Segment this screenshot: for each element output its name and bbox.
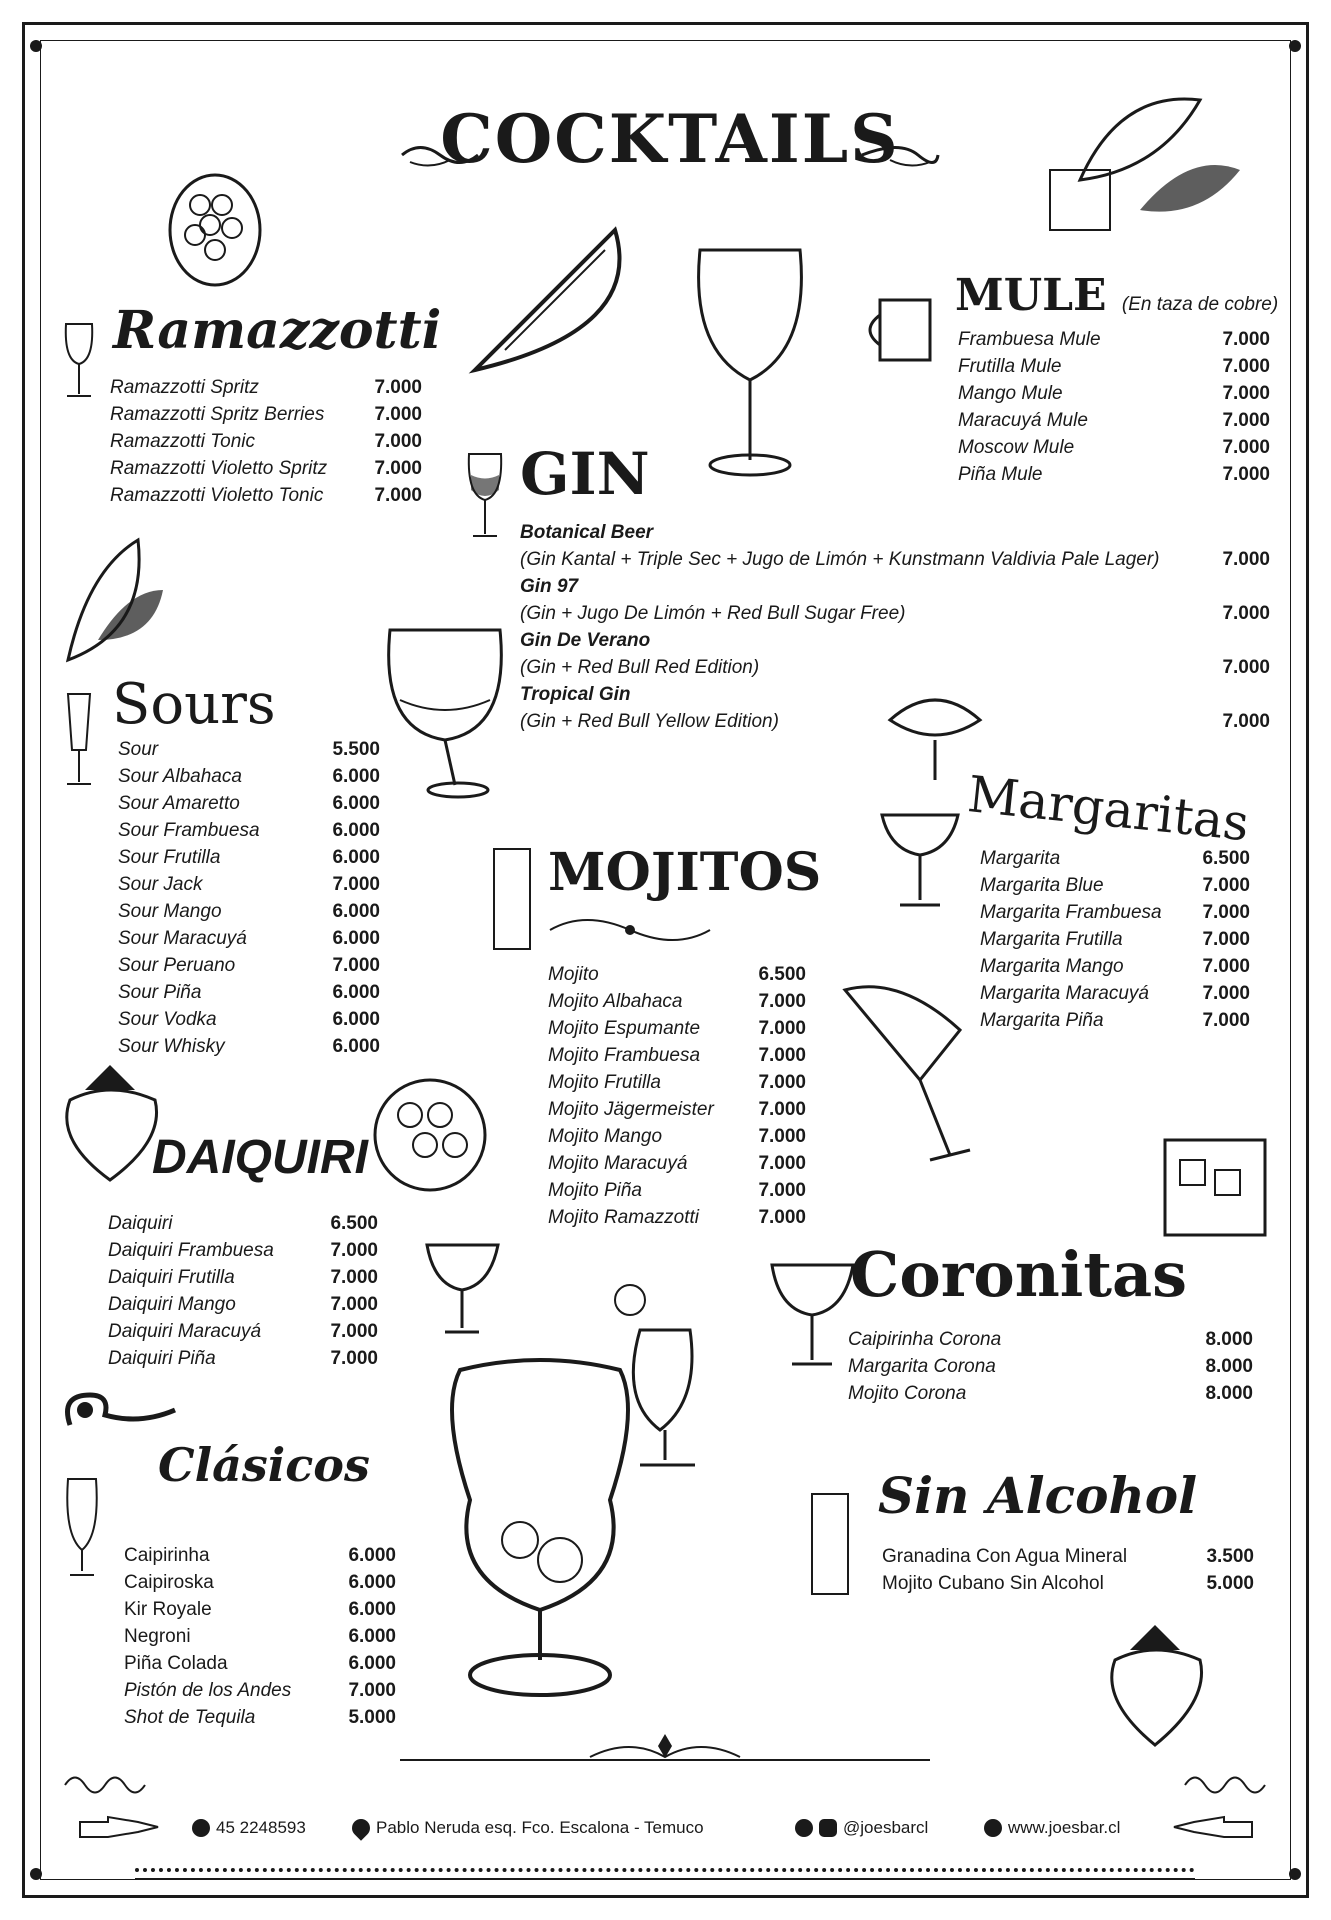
item-price: 7.000 xyxy=(1202,902,1250,923)
list-item xyxy=(110,374,422,401)
mojitos-list xyxy=(548,961,806,1231)
balloon-glass-icon xyxy=(380,620,510,800)
corner-dot xyxy=(1289,40,1301,52)
item-price: 7.000 xyxy=(332,874,380,895)
footer-flourish-left-icon xyxy=(60,1770,150,1800)
list-item xyxy=(118,898,380,925)
item-price: 5.500 xyxy=(332,739,380,760)
item-name: Margarita Maracuyá xyxy=(980,983,1149,1004)
martini-glass-icon xyxy=(840,970,980,1180)
item-name: Frutilla Mule xyxy=(958,356,1062,377)
list-item xyxy=(108,1264,378,1291)
list-item xyxy=(118,925,380,952)
item-price: 7.000 xyxy=(1222,657,1270,678)
list-item xyxy=(108,1237,378,1264)
clasicos-list xyxy=(124,1542,396,1731)
item-name: Sour Whisky xyxy=(118,1036,225,1057)
old-fashioned-glass-icon xyxy=(1160,1110,1270,1240)
list-item xyxy=(110,455,422,482)
list-item xyxy=(108,1318,378,1345)
facebook-icon xyxy=(795,1819,813,1837)
item-price: 7.000 xyxy=(1202,983,1250,1004)
list-item xyxy=(110,428,422,455)
mule-subtitle: (En taza de cobre) xyxy=(1121,294,1279,315)
corner-dot xyxy=(1289,1868,1301,1880)
gin-item-name: Tropical Gin xyxy=(520,684,631,705)
list-item xyxy=(548,1150,806,1177)
mule-list xyxy=(958,326,1270,488)
list-item xyxy=(124,1596,396,1623)
footer-social[interactable] xyxy=(795,1818,928,1838)
item-name: Mojito Frutilla xyxy=(548,1072,661,1093)
address-text: Pablo Neruda esq. Fco. Escalona - Temuco xyxy=(376,1818,704,1837)
lime-slice-icon xyxy=(465,220,635,380)
item-price: 7.000 xyxy=(758,1018,806,1039)
list-item xyxy=(108,1345,378,1372)
sours-list xyxy=(118,736,380,1060)
item-name: Margarita xyxy=(980,848,1061,869)
list-item xyxy=(118,790,380,817)
map-pin-icon xyxy=(348,1815,373,1840)
list-item xyxy=(548,1204,806,1231)
item-name: Sour Albahaca xyxy=(118,766,242,787)
list-item xyxy=(958,434,1270,461)
item-price: 7.000 xyxy=(330,1294,378,1315)
list-item xyxy=(548,1069,806,1096)
item-price: 6.000 xyxy=(332,1036,380,1057)
item-price: 8.000 xyxy=(1205,1356,1253,1377)
item-name: Sour Maracuyá xyxy=(118,928,247,949)
list-item xyxy=(548,1123,806,1150)
item-price: 7.000 xyxy=(1222,356,1270,377)
item-price: 6.000 xyxy=(332,820,380,841)
item-price: 7.000 xyxy=(1202,875,1250,896)
item-name: Frambuesa Mule xyxy=(958,329,1101,350)
margaritas-list xyxy=(980,845,1250,1034)
clasicos-flourish-icon xyxy=(60,1385,180,1435)
list-item xyxy=(882,1543,1254,1570)
item-name: Kir Royale xyxy=(124,1599,212,1620)
flourish-right-icon xyxy=(860,140,940,170)
item-name: Mojito Albahaca xyxy=(548,991,683,1012)
footer-divider-icon xyxy=(400,1732,930,1772)
item-name: Mango Mule xyxy=(958,383,1063,404)
item-price: 7.000 xyxy=(758,1207,806,1228)
list-item xyxy=(520,654,1270,681)
gin-item-name: Gin 97 xyxy=(520,576,579,597)
item-price: 7.000 xyxy=(1222,549,1270,570)
item-name: Margarita Piña xyxy=(980,1010,1104,1031)
item-price: 6.500 xyxy=(758,964,806,985)
list-item xyxy=(958,380,1270,407)
pointing-hand-right-icon xyxy=(78,1812,160,1842)
list-item xyxy=(980,845,1250,872)
raspberry-icon xyxy=(160,160,270,310)
list-item xyxy=(548,1042,806,1069)
strawberry-icon xyxy=(55,1060,165,1190)
highball-glass-icon xyxy=(490,845,535,955)
item-price: 5.000 xyxy=(348,1707,396,1728)
item-name: Daiquiri Maracuyá xyxy=(108,1321,262,1342)
tall-hurricane-glass-icon xyxy=(440,1350,640,1710)
list-item xyxy=(124,1704,396,1731)
item-name: Piña Colada xyxy=(124,1653,228,1674)
item-price: 6.000 xyxy=(332,766,380,787)
item-price: 6.500 xyxy=(1202,848,1250,869)
list-item xyxy=(848,1326,1253,1353)
item-name: Sour Frutilla xyxy=(118,847,221,868)
list-item xyxy=(980,1007,1250,1034)
item-name: Pistón de los Andes xyxy=(124,1680,292,1701)
phone-icon xyxy=(192,1819,210,1837)
footer-flourish-right-icon xyxy=(1180,1770,1270,1800)
item-name: Margarita Blue xyxy=(980,875,1104,896)
item-name: Daiquiri Frambuesa xyxy=(108,1240,274,1261)
item-price: 6.000 xyxy=(348,1599,396,1620)
item-name: Ramazzotti Violetto Tonic xyxy=(110,485,324,506)
item-name: Caipiroska xyxy=(124,1572,214,1593)
item-name: Shot de Tequila xyxy=(124,1707,256,1728)
item-name: Mojito Piña xyxy=(548,1180,642,1201)
list-item xyxy=(124,1569,396,1596)
mule-title-text: MULE xyxy=(955,270,1107,321)
website-link[interactable]: www.joesbar.cl xyxy=(1008,1818,1121,1837)
item-price: 8.000 xyxy=(1205,1329,1253,1350)
item-price: 7.000 xyxy=(332,955,380,976)
item-name: Mojito Maracuyá xyxy=(548,1153,688,1174)
item-name: Daiquiri Frutilla xyxy=(108,1267,235,1288)
item-price: 7.000 xyxy=(758,1126,806,1147)
list-item xyxy=(980,872,1250,899)
item-price: 7.000 xyxy=(374,458,422,479)
item-name: Mojito Ramazzotti xyxy=(548,1207,699,1228)
clasicos-title: Clásicos xyxy=(158,1438,370,1492)
item-price: 7.000 xyxy=(1222,410,1270,431)
list-item xyxy=(980,899,1250,926)
item-price: 7.000 xyxy=(1222,383,1270,404)
item-price: 5.000 xyxy=(1206,1573,1254,1594)
item-price: 3.500 xyxy=(1206,1546,1254,1567)
item-price: 7.000 xyxy=(330,1267,378,1288)
list-item xyxy=(118,817,380,844)
item-price: 7.000 xyxy=(1202,1010,1250,1031)
item-price: 7.000 xyxy=(374,404,422,425)
instagram-icon xyxy=(819,1819,837,1837)
gin-item-name: Gin De Verano xyxy=(520,630,651,651)
item-price: 6.000 xyxy=(348,1653,396,1674)
list-item xyxy=(848,1353,1253,1380)
gin-glass-icon xyxy=(465,450,505,540)
sours-glass-icon xyxy=(62,690,96,790)
item-price: 7.000 xyxy=(1222,603,1270,624)
list-item xyxy=(124,1677,396,1704)
strawberry-2-icon xyxy=(1100,1620,1210,1750)
item-name: Margarita Mango xyxy=(980,956,1124,977)
footer-website[interactable] xyxy=(984,1818,1120,1838)
page-title-wrap xyxy=(410,100,930,178)
item-name: Margarita Frutilla xyxy=(980,929,1123,950)
margarita-glass-icon xyxy=(880,805,960,915)
sin-alcohol-title: Sin Alcohol xyxy=(878,1466,1198,1525)
list-item xyxy=(124,1542,396,1569)
item-name: Mojito xyxy=(548,964,599,985)
item-price: 7.000 xyxy=(374,431,422,452)
item-price: 7.000 xyxy=(1222,711,1270,732)
item-price: 7.000 xyxy=(758,1153,806,1174)
list-item xyxy=(520,708,1270,735)
item-name: Sour Mango xyxy=(118,901,222,922)
mojitos-flourish-icon xyxy=(545,910,715,950)
item-name: Mojito Mango xyxy=(548,1126,663,1147)
list-item xyxy=(958,353,1270,380)
phone-text: 45 2248593 xyxy=(216,1818,306,1837)
item-price: 7.000 xyxy=(1222,464,1270,485)
footer-address xyxy=(352,1818,704,1838)
ramazzotti-glass-icon xyxy=(62,320,96,400)
list-item xyxy=(118,736,380,763)
list-item xyxy=(548,1177,806,1204)
gin-item-name: Botanical Beer xyxy=(520,522,654,543)
item-price: 7.000 xyxy=(1222,329,1270,350)
mule-title xyxy=(955,270,1278,321)
item-name: Ramazzotti Spritz xyxy=(110,377,259,398)
item-name: Daiquiri Piña xyxy=(108,1348,216,1369)
item-name: Mojito Espumante xyxy=(548,1018,701,1039)
social-handle[interactable]: @joesbarcl xyxy=(843,1818,929,1837)
item-name: Ramazzotti Violetto Spritz xyxy=(110,458,328,479)
list-item xyxy=(980,980,1250,1007)
item-name: Caipirinha Corona xyxy=(848,1329,1002,1350)
item-price: 6.000 xyxy=(332,982,380,1003)
list-item xyxy=(980,953,1250,980)
list-item xyxy=(520,600,1270,627)
list-item xyxy=(548,1015,806,1042)
item-price: 7.000 xyxy=(758,1045,806,1066)
list-item xyxy=(520,546,1270,573)
coronitas-list xyxy=(848,1326,1253,1407)
item-price: 7.000 xyxy=(374,377,422,398)
item-price: 7.000 xyxy=(1222,437,1270,458)
corner-dot xyxy=(30,1868,42,1880)
list-item xyxy=(124,1623,396,1650)
item-desc: (Gin + Jugo De Limón + Red Bull Sugar Free) xyxy=(520,603,906,624)
copper-mug-icon xyxy=(860,280,950,370)
item-price: 6.000 xyxy=(332,901,380,922)
list-item xyxy=(118,952,380,979)
list-item xyxy=(548,961,806,988)
item-name: Margarita Corona xyxy=(848,1356,996,1377)
item-name: Mojito Cubano Sin Alcohol xyxy=(882,1573,1104,1594)
ramazzotti-title: Ramazzotti xyxy=(113,300,442,361)
item-price: 7.000 xyxy=(758,1180,806,1201)
coronitas-title: Coronitas xyxy=(850,1238,1188,1311)
list-item xyxy=(548,988,806,1015)
item-name: Sour Peruano xyxy=(118,955,236,976)
flourish-left-icon xyxy=(400,140,480,170)
item-price: 7.000 xyxy=(758,991,806,1012)
item-price: 7.000 xyxy=(758,1099,806,1120)
list-item xyxy=(958,407,1270,434)
item-price: 6.000 xyxy=(332,847,380,868)
item-name: Sour Piña xyxy=(118,982,202,1003)
bottom-rule xyxy=(135,1878,1195,1879)
leaves-icon xyxy=(58,530,168,670)
list-item xyxy=(958,461,1270,488)
item-name: Sour Amaretto xyxy=(118,793,240,814)
item-name: Negroni xyxy=(124,1626,191,1647)
item-price: 7.000 xyxy=(1202,929,1250,950)
item-price: 7.000 xyxy=(1202,956,1250,977)
item-desc: (Gin + Red Bull Yellow Edition) xyxy=(520,711,779,732)
item-price: 8.000 xyxy=(1205,1383,1253,1404)
sin-alcohol-glass-icon xyxy=(808,1490,853,1600)
coupe-glass-icon xyxy=(425,1240,500,1340)
item-price: 6.000 xyxy=(332,928,380,949)
item-name: Mojito Frambuesa xyxy=(548,1045,701,1066)
item-price: 7.000 xyxy=(758,1072,806,1093)
gin-list xyxy=(520,519,1270,735)
item-price: 6.500 xyxy=(330,1213,378,1234)
list-item xyxy=(548,1096,806,1123)
globe-icon xyxy=(984,1819,1002,1837)
list-item xyxy=(118,1006,380,1033)
corner-dot xyxy=(30,40,42,52)
item-desc: (Gin Kantal + Triple Sec + Jugo de Limón + Kunstmann Valdivia Pale Lager) xyxy=(520,549,1160,570)
raspberry-2-icon xyxy=(370,1070,500,1200)
list-item xyxy=(118,871,380,898)
item-price: 6.000 xyxy=(332,1009,380,1030)
margaritas-title: Margaritas xyxy=(964,765,1252,853)
item-price: 6.000 xyxy=(332,793,380,814)
item-price: 6.000 xyxy=(348,1545,396,1566)
list-item xyxy=(848,1380,1253,1407)
clasicos-glass-icon xyxy=(62,1475,102,1585)
item-price: 7.000 xyxy=(330,1348,378,1369)
list-item xyxy=(118,763,380,790)
item-name: Sour xyxy=(118,739,159,760)
list-item xyxy=(108,1210,378,1237)
item-name: Sour Jack xyxy=(118,874,203,895)
pointing-hand-left-icon xyxy=(1172,1812,1254,1842)
daiquiri-title: DAIQUIRI xyxy=(152,1131,368,1184)
item-price: 6.000 xyxy=(348,1626,396,1647)
sours-title: Sours xyxy=(112,672,276,737)
item-name: Mojito Corona xyxy=(848,1383,967,1404)
footer-phone xyxy=(192,1818,306,1838)
list-item xyxy=(118,844,380,871)
list-item xyxy=(110,401,422,428)
item-desc: (Gin + Red Bull Red Edition) xyxy=(520,657,760,678)
item-name: Daiquiri Mango xyxy=(108,1294,236,1315)
item-name: Margarita Frambuesa xyxy=(980,902,1162,923)
page-title: COCKTAILS xyxy=(440,100,900,178)
item-name: Sour Vodka xyxy=(118,1009,217,1030)
item-name: Granadina Con Agua Mineral xyxy=(882,1546,1128,1567)
daiquiri-list xyxy=(108,1210,378,1372)
mint-leaves-icon xyxy=(1040,60,1240,260)
item-name: Caipirinha xyxy=(124,1545,210,1566)
item-price: 6.000 xyxy=(348,1572,396,1593)
bottom-dotted-border xyxy=(135,1868,1195,1872)
wine-glass-icon xyxy=(680,230,820,490)
list-item xyxy=(958,326,1270,353)
sin-alcohol-list xyxy=(882,1543,1254,1597)
item-name: Sour Frambuesa xyxy=(118,820,260,841)
item-name: Piña Mule xyxy=(958,464,1043,485)
item-name: Maracuyá Mule xyxy=(958,410,1088,431)
mojitos-title: MOJITOS xyxy=(548,842,822,903)
list-item xyxy=(124,1650,396,1677)
item-name: Ramazzotti Spritz Berries xyxy=(110,404,325,425)
list-item xyxy=(882,1570,1254,1597)
list-item xyxy=(110,482,422,509)
list-item xyxy=(108,1291,378,1318)
item-price: 7.000 xyxy=(348,1680,396,1701)
gin-title: GIN xyxy=(520,440,650,508)
item-name: Mojito Jägermeister xyxy=(548,1099,714,1120)
list-item xyxy=(118,1033,380,1060)
list-item xyxy=(118,979,380,1006)
coronitas-glass-icon xyxy=(770,1260,855,1370)
item-price: 7.000 xyxy=(330,1240,378,1261)
list-item xyxy=(980,926,1250,953)
item-name: Ramazzotti Tonic xyxy=(110,431,256,452)
ramazzotti-list xyxy=(110,374,422,509)
item-price: 7.000 xyxy=(330,1321,378,1342)
item-name: Moscow Mule xyxy=(958,437,1075,458)
item-name: Daiquiri xyxy=(108,1213,173,1234)
item-price: 7.000 xyxy=(374,485,422,506)
